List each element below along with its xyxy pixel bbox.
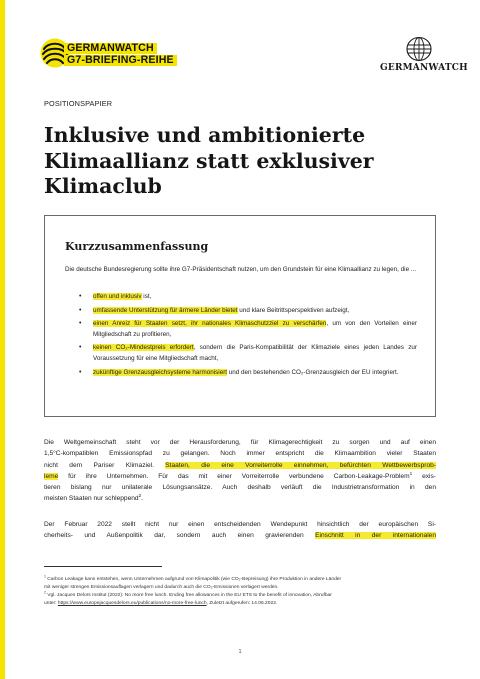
bullet-icon: • [79,344,82,352]
text-line: 1,5°C-kompatiblen Emissionspfad zu gelangen. Noch immer entspricht die Klimaambition vieler Staaten [44,450,436,458]
text-run: exis- [412,472,436,480]
footnote-2-line [44,600,436,608]
accent-side-bar [0,0,5,679]
highlighted-text: Staaten, die eine Vorreiterrolle einnehmen, befürchten Wettbewerbsprob- [165,461,436,469]
footnote-1-line [44,576,436,584]
text-line [44,493,436,504]
document-type-label: POSITIONSPAPIER [44,99,113,108]
title-line: Klimaclub [44,174,162,198]
summary-list-item [65,343,417,364]
footnote-divider [44,566,162,567]
footnote-link[interactable]: https://www.europejacquesdelors.eu/publications/no-more-free-lunch [57,601,207,607]
text-line: Der Februar 2022 stellt nicht nur einen entscheidenden Wendepunkt hinsichtlich der europäischen Si- [44,521,436,528]
item-text: ist, [141,293,152,300]
text-run: meisten Staaten nur schleppend [44,495,139,503]
text-run: Vgl. Jacques Delors Institut (2022): No more free lunch. Ending free allowances in the EU ETS to the benefit of innovation, Abrufbar [45,593,332,599]
footnote-ref[interactable]: 1 [409,470,413,476]
footnote-number: 1 [44,574,46,579]
text-run: cherheits- und Außenpolitik dar, sondern auch einen gravierenden [44,532,316,540]
text-line: Die Weltgemeinschaft steht vor der Herausforderung, für Klimagerechtigkeit zu sorgen und auf einen [44,439,436,446]
footnotes [44,576,436,608]
text-line [44,471,436,482]
highlighted-text: umfassende Unterstützung für ärmere Länder bietet [93,306,238,314]
text-run: unter: [44,601,58,607]
summary-list-item [65,306,417,317]
item-text: und klare Beitrittsperspektiven aufzeigt, [237,306,350,314]
highlighted-text: leme [44,472,59,480]
title-line: Inklusive und ambitionierte [44,123,366,147]
title-line: Klimaallianz statt exklusiver [44,148,374,173]
footnote-number: 2 [44,590,46,595]
highlighted-text: einen Anreiz für Staaten setzt, ihr nationales Klimaschutzziel zu verschärfen [93,320,327,328]
text-line [44,460,436,471]
bullet-icon: • [79,320,82,328]
highlighted-text: zukünftige Grenzausgleichsysteme harmonisiert [93,368,228,376]
summary-list-item [65,368,417,379]
bullet-icon: • [79,306,82,314]
brand-line-2: G7-BRIEFING-REIHE [64,55,177,66]
germanwatch-logo [380,36,468,80]
text-run: , Zuletzt aufgerufen: 14.06.2022. [206,601,278,607]
briefing-series-logo [40,38,200,70]
highlighted-text: Einschnitt in der internationalen [315,532,436,540]
text-line: tieren bislang nur unilaterale Lösungsansätze. Auch deshalb verläuft die Industrietransformation in den [44,484,436,492]
summary-box [44,215,436,417]
bullet-icon: • [79,368,82,376]
text-run: für ihre Unternehmen. Für das mit einer Vorreiterrolle verbundene Carbon-Leakage-Problem [58,472,410,480]
brand-line-1: GERMANWATCH [64,43,157,54]
highlighted-text: offen und inklusiv [93,293,142,300]
footnote-2-line [44,592,436,600]
body-paragraph [44,437,436,505]
item-text: , sondern die Paris-Kompatibilität der Klimaziele eines jeden Landes zur Voraussetzung für eine Mitgliedschaft macht, [93,344,417,362]
summary-list-item [65,292,417,303]
document-title [44,123,444,200]
text-run: Carbon Leakage kann entstehen, wenn Unternehmen aufgrund von Klimapolitik (wie CO₂-Bepreisung) ihre Produktion in andere Länder [45,577,342,582]
summary-intro: Die deutsche Bundesregierung sollte ihre G7-Präsidentschaft nutzen, um den Grundstein für eine Klimaallianz zu legen, die ... [65,266,417,273]
footnote-1-line: mit weniger strengen Emissionsauflagen verlagern und dadurch auch die CO₂-Emissionen verlagert werden. [44,585,279,591]
text-line [44,530,436,541]
highlighted-text: keinen CO₂-Mindestpreis erfordert [93,344,194,352]
page-number: 1 [238,649,242,655]
globe-icon [403,36,435,62]
item-text: und den bestehenden CO₂-Grenzausgleich der EU integriert. [227,368,399,376]
summary-list-item [65,319,417,340]
summary-list [65,292,417,381]
germanwatch-logo-text: GERMANWATCH [380,63,468,73]
body-paragraph [44,519,436,542]
footnote-ref[interactable]: 2 [138,493,142,499]
text-run: nicht dem Pariser Klimaziel. [44,461,166,469]
text-run: . [141,495,143,503]
bullet-icon: • [79,293,82,300]
summary-heading: Kurzzusammenfassung [65,240,209,253]
item-text: , um von den Vorteilen einer Mitgliedschaft zu profitieren, [93,320,417,338]
